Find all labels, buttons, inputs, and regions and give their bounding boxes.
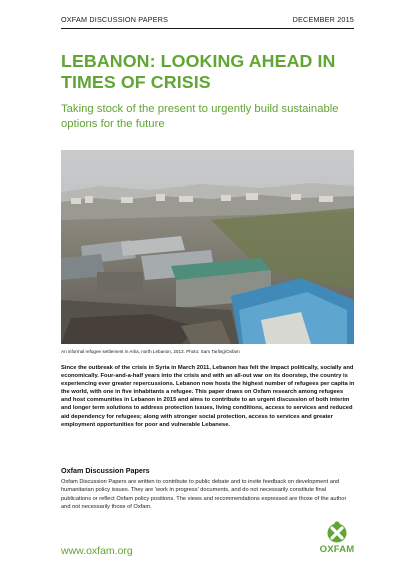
discussion-papers-heading: Oxfam Discussion Papers — [61, 466, 150, 475]
document-subtitle: Taking stock of the present to urgently build sustainable options for the future — [61, 103, 339, 130]
page-header — [61, 15, 354, 24]
discussion-papers-body: Oxfam Discussion Papers are written to contribute to public debate and to invite feedback on development and humanitarian policy issues. They are 'work in progress' documents, and do not necessarily constitute final publications or reflect Oxfam policy positions. The views and recommendations expressed are those of the author and not necessarily those of Oxfam. — [61, 479, 347, 510]
cover-photo — [61, 150, 354, 344]
header-divider — [61, 28, 354, 29]
series-label: OXFAM DISCUSSION PAPERS — [61, 15, 169, 24]
oxfam-symbol-icon — [324, 521, 350, 543]
document-title: LEBANON: LOOKING AHEAD IN TIMES OF CRISIS — [61, 51, 336, 92]
intro-paragraph: Since the outbreak of the crisis in Syria in March 2011, Lebanon has felt the impact politically, socially and economically. Four-and-a-half years into the crisis and with an all-out war on its doorstep, the country is experiencing ever greater repercussions. Lebanon now hosts the highest number of refugees per capita in the world, with one in five inhabitants a refugee. This paper draws on Oxfam research among refugees and host communities in Lebanon in 2015 and aims to contribute to an urgent discussion of both interim and longer term solutions to address protection issues, living conditions, access to services and reduced aid dependency for refugees; along with stronger social protection, access to services and greater employment opportunities for poor and vulnerable Lebanese. — [61, 365, 355, 428]
photo-caption: An informal refugee settlement in Arlia, north Lebanon, 2013. Photo: Sam Tarling/Oxfam — [61, 349, 240, 354]
oxfam-logo — [318, 521, 356, 555]
publication-date: DECEMBER 2015 — [292, 15, 354, 24]
logo-wordmark: OXFAM — [319, 544, 355, 555]
website-link[interactable]: www.oxfam.org — [61, 545, 133, 557]
